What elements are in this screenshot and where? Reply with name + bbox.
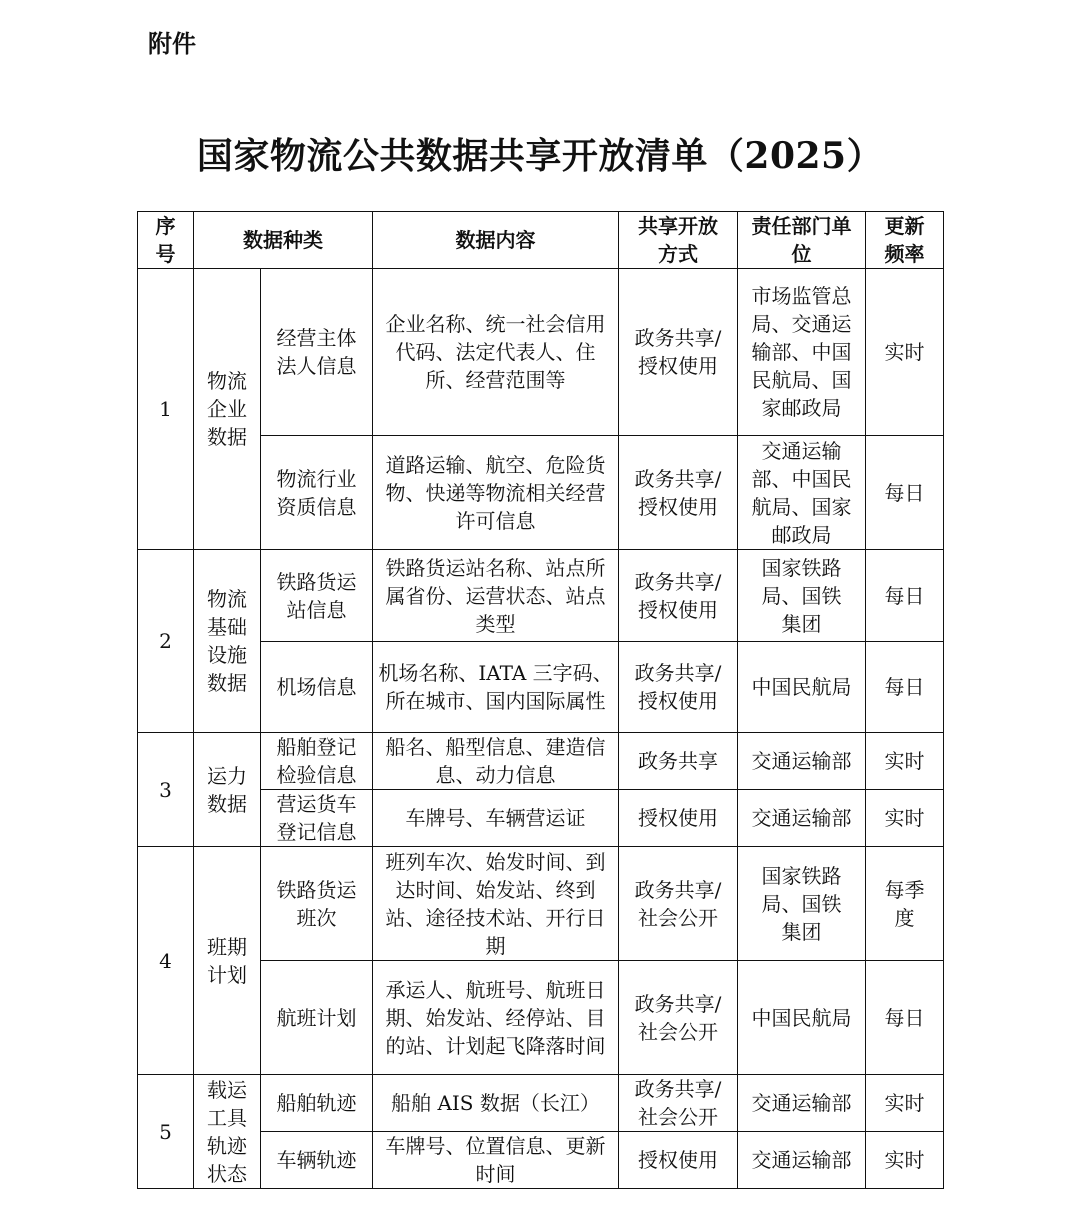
frequency-cell: 每日: [866, 436, 944, 550]
department-cell: 市场监管总局、交通运输部、中国民航局、国家邮政局: [738, 269, 866, 436]
method-cell: 政务共享/授权使用: [619, 642, 738, 733]
content-cell: 承运人、航班号、航班日期、始发站、经停站、目的站、计划起飞降落时间: [373, 961, 619, 1075]
subcategory-cell: 车辆轨迹: [261, 1132, 373, 1189]
content-cell: 机场名称、IATA 三字码、所在城市、国内国际属性: [373, 642, 619, 733]
header-department: 责任部门单位: [738, 212, 866, 269]
department-cell: 国家铁路局、国铁集团: [738, 550, 866, 642]
header-method: 共享开放方式: [619, 212, 738, 269]
subcategory-cell: 经营主体法人信息: [261, 269, 373, 436]
frequency-cell: 每季度: [866, 847, 944, 961]
content-cell: 道路运输、航空、危险货物、快递等物流相关经营许可信息: [373, 436, 619, 550]
seq-cell: 4: [138, 847, 194, 1075]
subcategory-cell: 铁路货运站信息: [261, 550, 373, 642]
content-cell: 车牌号、车辆营运证: [373, 790, 619, 847]
seq-cell: 2: [138, 550, 194, 733]
department-cell: 中国民航局: [738, 961, 866, 1075]
content-cell: 企业名称、统一社会信用代码、法定代表人、住所、经营范围等: [373, 269, 619, 436]
subcategory-cell: 物流行业资质信息: [261, 436, 373, 550]
method-cell: 政务共享/社会公开: [619, 847, 738, 961]
method-cell: 授权使用: [619, 790, 738, 847]
department-cell: 国家铁路局、国铁集团: [738, 847, 866, 961]
frequency-cell: 实时: [866, 1132, 944, 1189]
header-content: 数据内容: [373, 212, 619, 269]
content-cell: 车牌号、位置信息、更新时间: [373, 1132, 619, 1189]
table-row: [138, 269, 944, 436]
header-frequency: 更新频率: [866, 212, 944, 269]
data-table: [137, 211, 944, 1189]
annex-label: 附件: [148, 30, 196, 58]
department-cell: 交通运输部: [738, 1132, 866, 1189]
department-cell: 交通运输部: [738, 1075, 866, 1132]
category-cell: 物流企业数据: [194, 269, 261, 550]
method-cell: 政务共享/社会公开: [619, 1075, 738, 1132]
document-title: 国家物流公共数据共享开放清单（2025）: [196, 135, 884, 177]
seq-cell: 3: [138, 733, 194, 847]
seq-cell: 5: [138, 1075, 194, 1189]
frequency-cell: 每日: [866, 642, 944, 733]
method-cell: 政务共享: [619, 733, 738, 790]
table-row: [138, 1075, 944, 1132]
header-seq: 序号: [138, 212, 194, 269]
category-cell: 物流基础设施数据: [194, 550, 261, 733]
method-cell: 政务共享/社会公开: [619, 961, 738, 1075]
method-cell: 政务共享/授权使用: [619, 436, 738, 550]
subcategory-cell: 营运货车登记信息: [261, 790, 373, 847]
subcategory-cell: 船舶轨迹: [261, 1075, 373, 1132]
department-cell: 中国民航局: [738, 642, 866, 733]
frequency-cell: 实时: [866, 269, 944, 436]
method-cell: 政务共享/授权使用: [619, 269, 738, 436]
method-cell: 政务共享/授权使用: [619, 550, 738, 642]
department-cell: 交通运输部、中国民航局、国家邮政局: [738, 436, 866, 550]
subcategory-cell: 机场信息: [261, 642, 373, 733]
frequency-cell: 每日: [866, 961, 944, 1075]
category-cell: 载运工具轨迹状态: [194, 1075, 261, 1189]
header-category: 数据种类: [194, 212, 373, 269]
content-cell: 铁路货运站名称、站点所属省份、运营状态、站点类型: [373, 550, 619, 642]
content-cell: 班列车次、始发时间、到达时间、始发站、终到站、途径技术站、开行日期: [373, 847, 619, 961]
category-cell: 班期计划: [194, 847, 261, 1075]
content-cell: 船名、船型信息、建造信息、动力信息: [373, 733, 619, 790]
subcategory-cell: 铁路货运班次: [261, 847, 373, 961]
frequency-cell: 实时: [866, 733, 944, 790]
seq-cell: 1: [138, 269, 194, 550]
header-row: [138, 212, 944, 269]
department-cell: 交通运输部: [738, 790, 866, 847]
table-row: [138, 550, 944, 642]
frequency-cell: 实时: [866, 1075, 944, 1132]
category-cell: 运力数据: [194, 733, 261, 847]
method-cell: 授权使用: [619, 1132, 738, 1189]
frequency-cell: 实时: [866, 790, 944, 847]
subcategory-cell: 船舶登记检验信息: [261, 733, 373, 790]
frequency-cell: 每日: [866, 550, 944, 642]
table-row: [138, 733, 944, 790]
subcategory-cell: 航班计划: [261, 961, 373, 1075]
department-cell: 交通运输部: [738, 733, 866, 790]
content-cell: 船舶 AIS 数据（长江）: [373, 1075, 619, 1132]
table-row: [138, 847, 944, 961]
